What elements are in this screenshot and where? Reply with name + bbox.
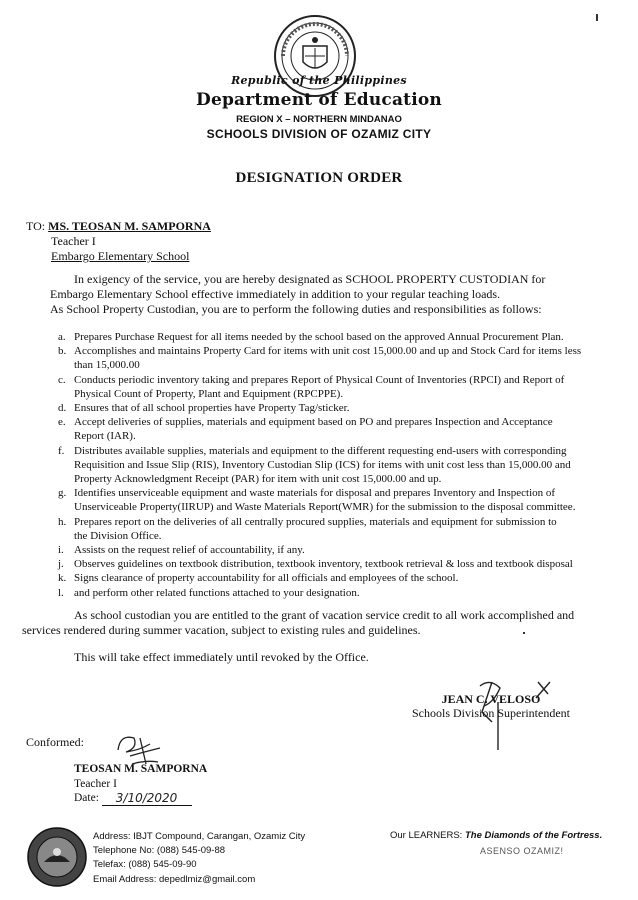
division-heading: SCHOOLS DIVISION OF OZAMIZ CITY [206,127,432,141]
recipient-position: Teacher I [51,234,96,248]
duty-text-line: Observes guidelines on textbook distribution, textbook inventory, textbook retrieval & loss and textbook disposal [74,558,573,571]
duty-text-line: than 15,000.00 [74,359,140,372]
motto-text [390,830,602,841]
date-value: 3/10/2020 [115,791,178,805]
duty-item [50,557,620,571]
duty-text-line: Prepares report on the deliveries of all centrally procured supplies, materials and equipment for submission to [74,515,557,528]
date-label: Date: [74,792,99,804]
signatory-name: JEAN C. VELOSO [441,692,541,706]
duty-item [50,330,620,344]
signatory-title: Schools Division Superintendent [412,706,570,720]
contact-block [93,830,305,887]
duty-text-line: Assists on the request relief of accountability, if any. [74,544,305,557]
duty-letter: b. [58,345,67,358]
duty-text-line: Conducts periodic inventory taking and prepares Report of Physical Count of Inventories (RPCI) and Report of [74,373,565,386]
recipient-name: MS. TEOSAN M. SAMPORNA [48,219,211,233]
motto-prefix: Our LEARNERS: [390,830,465,841]
duty-text-line: Accept deliveries of supplies, materials and equipment based on PO and prepares Inspection and Acceptance [74,416,553,429]
division-seal-icon [26,826,88,888]
intro-line: Embargo Elementary School effective immediately in addition to your regular teaching loads. [50,287,501,301]
date-line [102,793,192,806]
duty-item [50,543,620,557]
duty-letter: j. [58,558,64,571]
conforme-name: TEOSAN M. SAMPORNA [74,763,208,775]
scan-mark [523,632,525,634]
asenso-slogan: ASENSO OZAMIZ! [480,846,564,856]
duty-item [50,401,620,415]
duty-text-line: Identifies unserviceable equipment and waste materials for disposal and prepares Inventory and Inspection of [74,487,556,500]
telephone-text: Telephone No: (088) 545-09-88 [93,845,226,857]
document-title: DESIGNATION ORDER [235,170,403,186]
duty-item [50,444,620,487]
duty-letter: e. [58,416,66,429]
duty-text-line: and perform other related functions attached to your designation. [74,586,360,599]
scan-mark [596,14,598,21]
conforme-block [74,762,207,806]
telefax-text: Telefax: (088) 545-09-90 [93,859,197,871]
duty-text-line: Unserviceable Property(IIRUP) and Waste Materials Report(WMR) for the submission to the disposal committee. [74,501,576,514]
duty-item [50,373,620,401]
region-heading: REGION X – NORTHERN MINDANAO [236,114,402,125]
closing-line: services rendered during summer vacation, subject to existing rules and guidelines. [22,623,421,637]
conformed-label: Conformed: [26,735,84,749]
duty-text-line: Property Acknowledgment Receipt (PAR) for item with unit cost 15,000.00 and up. [74,473,442,486]
duty-letter: f. [58,444,65,457]
duty-text-line: Requisition and Issue Slip (RIS), Inventory Custodian Slip (ICS) for items with unit cost less than 15,000.00 and [74,458,571,471]
to-label: TO: [26,219,46,233]
duty-letter: a. [58,331,66,343]
duty-letter: l. [58,586,64,599]
republic-heading: Republic of the Philippines [231,74,407,87]
intro-line: In exigency of the service, you are hereby designated as SCHOOL PROPERTY CUSTODIAN for [74,272,546,286]
intro-paragraph [50,272,615,317]
recipient-block [26,219,211,264]
duty-text-line: Signs clearance of property accountability for all officials and employees of the school. [74,572,459,585]
conforme-position: Teacher I [74,777,117,790]
duty-item [50,586,620,600]
duty-item [50,515,620,543]
duty-item [50,415,620,443]
duty-text-line: Report (IAR). [74,430,136,443]
duty-item [50,486,620,514]
motto-italic: The Diamonds of the Fortress. [464,830,603,841]
duty-text-line: Distributes available supplies, materials and equipment to the different requesting end-users with corresponding [74,444,567,457]
duty-text-line: Physical Count of Property, Plant and Equipment (RPCPPE). [74,387,344,400]
signatory-block [412,692,570,720]
duties-list [50,330,620,600]
duty-text-line: Prepares Purchase Request for all items needed by the school based on the approved Annual Procurement Plan. [74,331,564,343]
address-text: Address: IBJT Compound, Carangan, Ozamiz City [93,831,306,842]
closing-line: As school custodian you are entitled to the grant of vacation service credit to all work accomplished and [74,608,575,622]
duty-text-line: Ensures that of all school properties have Property Tag/sticker. [74,402,350,415]
duty-letter: i. [58,544,64,557]
recipient-school: Embargo Elementary School [51,249,190,263]
duty-letter: d. [58,402,67,415]
email-text: Email Address: depedlmiz@gmail.com [93,873,256,885]
duty-letter: h. [58,515,67,528]
intro-line: As School Property Custodian, you are to perform the following duties and responsibilities as follows: [50,302,542,316]
duty-letter: g. [58,487,67,500]
duty-letter: c. [58,373,66,386]
duty-item [50,344,620,372]
department-heading: Department of Education [196,90,442,110]
effectivity-statement: This will take effect immediately until revoked by the Office. [74,650,369,664]
duty-item [50,571,620,585]
duty-letter: k. [58,572,67,585]
duty-text-line: Accomplishes and maintains Property Card for items with unit cost 15,000.00 and up and Stock Card for items less [74,345,582,358]
duty-text-line: the Division Office. [74,529,162,542]
closing-paragraph [22,608,622,638]
